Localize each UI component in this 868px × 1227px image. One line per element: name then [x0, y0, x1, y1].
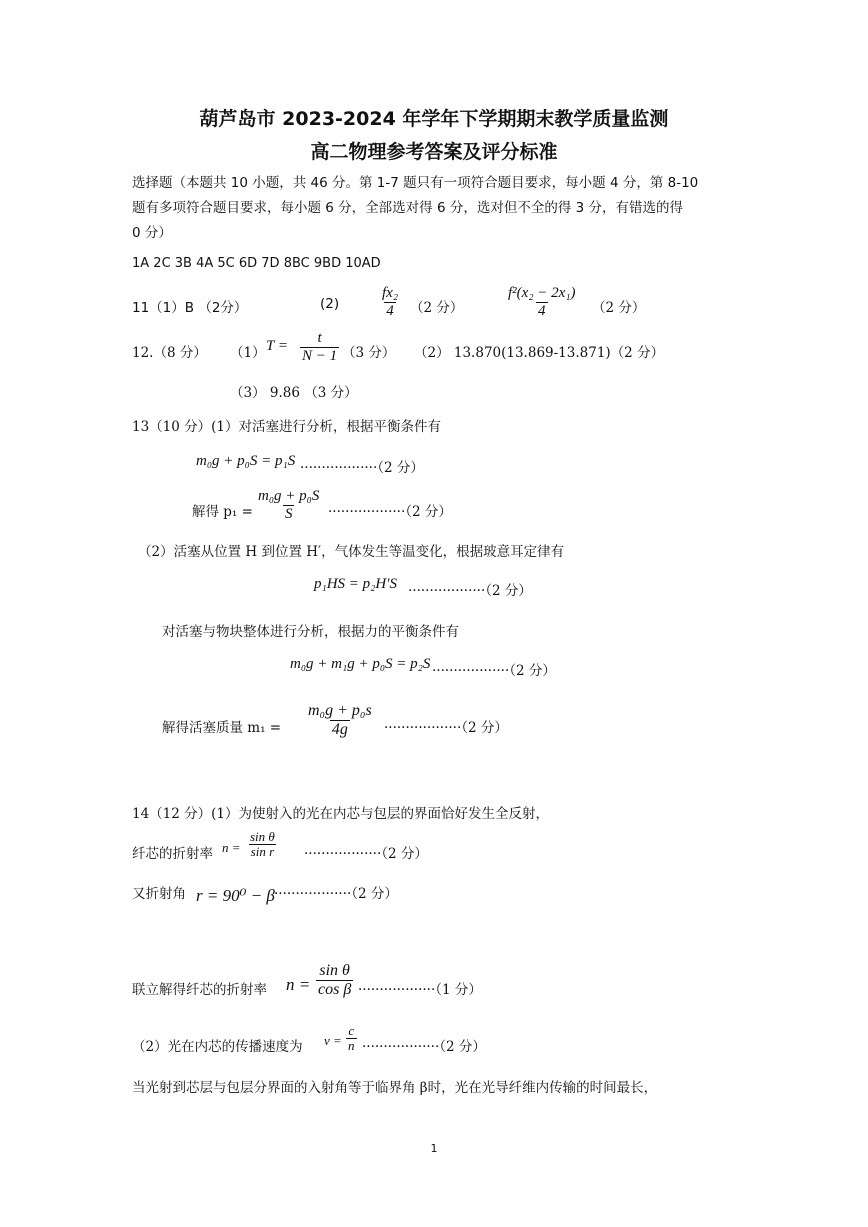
q13-head: 13（10 分）(1）对活塞进行分析，根据平衡条件有 — [132, 419, 442, 435]
q14-head: 14（12 分）(1）为使射入的光在内芯与包层的界面恰好发生全反射， — [132, 806, 550, 822]
q11-score2: （2 分） — [592, 300, 646, 316]
q14-n-fraction — [246, 830, 279, 860]
q11-frac2-den: 4 — [538, 302, 546, 319]
q13-solve-label: 解得 p₁ = — [192, 504, 253, 520]
q11-frac1-den: 4 — [386, 302, 394, 319]
q11-frac2-num: f²(x₂ − 2x₁) — [508, 285, 576, 301]
q14-dots2: ··················（2 分） — [274, 886, 398, 902]
q14-v-lhs: v = — [324, 1033, 342, 1048]
q13-frac1-num: m₀g + p₀S — [258, 488, 320, 504]
q13-dots1: ··················（2 分） — [300, 460, 424, 476]
q14-v-den: n — [348, 1038, 355, 1054]
page-title-line2: 高二物理参考答案及评分标准 — [310, 141, 558, 163]
q14-r-label: 又折射角 — [132, 886, 186, 902]
q11-fraction1 — [378, 285, 402, 319]
q14-r-eq: r = 90⁰ − β — [196, 886, 275, 905]
intro-line1: 选择题（本题共 10 小题，共 46 分。第 1-7 题只有一项符合题目要求，每小题 4 分，第 8-10 — [132, 175, 699, 191]
q13-frac2-den: 4g — [331, 720, 348, 738]
q12-frac-den: N − 1 — [302, 347, 338, 364]
q13-dots3: ··················（2 分） — [408, 583, 532, 599]
q14-dots3: ··················（1 分） — [358, 982, 482, 998]
q13-fraction1 — [254, 488, 323, 522]
q13-eq1: m₀g + p₀S = p₁S — [196, 453, 296, 469]
q11-score1: （2 分） — [410, 300, 464, 316]
q13-frac1-den: S — [284, 505, 293, 522]
q14-c-den: cos β — [318, 980, 352, 998]
q14-v-num: c — [348, 1023, 355, 1038]
q13-eq3: m₀g + m₁g + p₀S = p₂S — [290, 656, 431, 672]
q13-text2: 对活塞与物块整体进行分析，根据力的平衡条件有 — [162, 624, 459, 640]
q11-part2-label: (2) — [320, 296, 340, 312]
q14-v-label: （2）光在内芯的传播速度为 — [132, 1039, 303, 1055]
page-number: 1 — [430, 1142, 438, 1155]
q13-dots5: ··················（2 分） — [384, 720, 508, 736]
q14-n-num: sin θ — [250, 829, 275, 844]
q14-v-fraction — [344, 1024, 359, 1054]
q13-solve2-label: 解得活塞质量 m₁ = — [162, 720, 282, 736]
q14-c-lhs: n = — [286, 975, 311, 994]
q14-n-lhs: n = — [222, 840, 241, 855]
q13-dots2: ··················（2 分） — [328, 504, 452, 520]
q14-c-fraction — [314, 962, 355, 998]
q13-dots4: ··················（2 分） — [432, 663, 556, 679]
intro-line3: 0 分） — [132, 225, 172, 241]
q11-fraction2 — [504, 285, 580, 319]
choice-answers: 1A 2C 3B 4A 5C 6D 7D 8BC 9BD 10AD — [132, 256, 381, 271]
q12-eq-lhs: T = — [266, 338, 288, 354]
q12-part3: （3） 9.86 （3 分） — [230, 385, 358, 401]
q13-frac2-num: m₀g + p₀s — [308, 702, 372, 719]
q14-n-label: 纤芯的折射率 — [132, 846, 213, 862]
q14-dots4: ··················（2 分） — [362, 1039, 486, 1055]
q13-part2-text: （2）活塞从位置 H 到位置 H′，气体发生等温变化，根据玻意耳定律有 — [138, 544, 565, 560]
q13-eq2: p₁HS = p₂H′S — [314, 576, 397, 592]
q14-c-num: sin θ — [319, 962, 350, 979]
q12-head: 12.（8 分） — [132, 345, 207, 361]
q12-score1: （3 分） — [342, 345, 396, 361]
q12-frac-num: t — [317, 330, 322, 346]
q14-dots1: ··················（2 分） — [304, 846, 428, 862]
q11-head: 11（1）B （2分） — [132, 300, 248, 316]
q14-n-den: sin r — [250, 844, 275, 860]
q13-fraction2 — [304, 702, 376, 738]
q14-combine-label: 联立解得纤芯的折射率 — [132, 982, 267, 998]
page-title-line1: 葫芦岛市 2023-2024 年学年下学期期末教学质量监测 — [199, 108, 669, 130]
q12-fraction — [298, 330, 341, 364]
q14-last-line: 当光射到芯层与包层分界面的入射角等于临界角 β时，光在光导纤维内传输的时间最长， — [132, 1080, 658, 1096]
intro-line2: 题有多项符合题目要求，每小题 6 分，全部选对得 6 分，选对但不全的得 3 分，有错选的得 — [132, 200, 684, 216]
q11-frac1-num: fx₂ — [382, 285, 399, 301]
q12-part1-label: （1） — [230, 345, 266, 361]
q12-part2: （2） 13.870(13.869-13.871)（2 分） — [414, 345, 665, 361]
